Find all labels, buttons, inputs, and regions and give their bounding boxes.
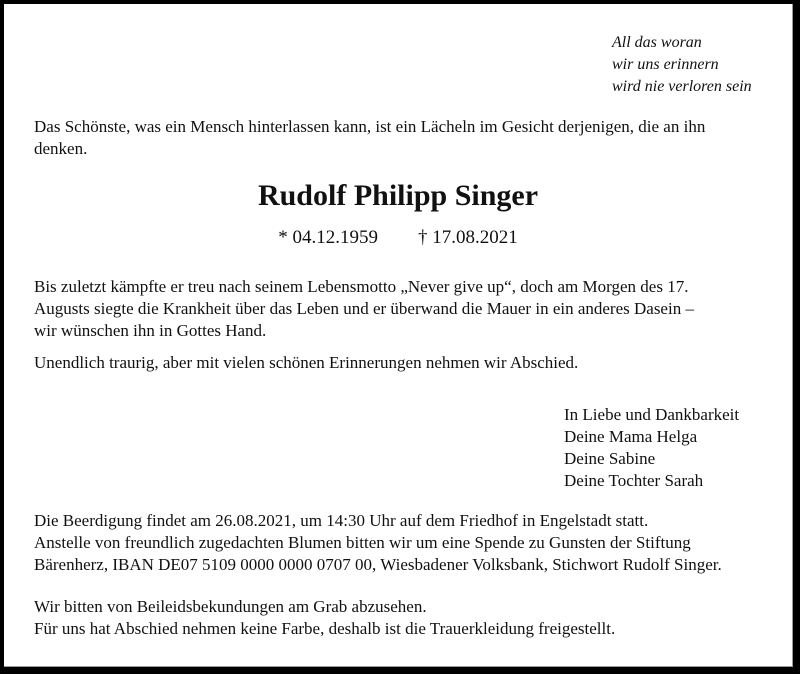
intro-quote [34, 116, 774, 160]
signature-line: Deine Sabine [564, 449, 656, 468]
funeral-line: Anstelle von freundlich zugedachten Blumen bitten wir um eine Spende zu Gunsten der Stiftung [34, 533, 691, 552]
farewell-statement [34, 352, 774, 374]
closing-line: Für uns hat Abschied nehmen keine Farbe, deshalb ist die Trauerkleidung freigestellt. [34, 619, 616, 638]
story-line: Augusts siegte die Krankheit über das Leben und er überwand die Mauer in ein anderes Dasein – [34, 299, 694, 318]
funeral-line: Die Beerdigung findet am 26.08.2021, um 14:30 Uhr auf dem Friedhof in Engelstadt statt. [34, 511, 649, 530]
motto-line: wird nie verloren sein [612, 78, 752, 95]
closing-notes [34, 596, 774, 640]
birth-date: * 04.12.1959 [278, 227, 378, 248]
motto-line: wir uns erinnern [612, 56, 719, 73]
intro-line: denken. [34, 139, 88, 158]
life-story [34, 276, 774, 342]
signature-block [564, 404, 739, 492]
funeral-line: Bärenherz, IBAN DE07 5109 0000 0000 0707 00, Wiesbadener Volksbank, Stichwort Rudolf Singer. [34, 555, 722, 574]
death-date: † 17.08.2021 [418, 227, 518, 248]
funeral-details [34, 510, 774, 576]
intro-line: Das Schönste, was ein Mensch hinterlassen kann, ist ein Lächeln im Gesicht derjenigen, die an ihn [34, 117, 706, 136]
story-line: wir wünschen ihn in Gottes Hand. [34, 321, 267, 340]
signature-line: In Liebe und Dankbarkeit [564, 405, 740, 424]
deceased-name: Rudolf Philipp Singer [257, 179, 539, 212]
obituary-notice [4, 4, 793, 667]
motto-verse [612, 32, 752, 98]
life-dates [4, 226, 792, 250]
farewell-line: Unendlich traurig, aber mit vielen schönen Erinnerungen nehmen wir Abschied. [34, 353, 579, 372]
motto-line: All das woran [612, 34, 702, 51]
signature-line: Deine Mama Helga [564, 427, 698, 446]
signature-line: Deine Tochter Sarah [564, 471, 704, 490]
story-line: Bis zuletzt kämpfte er treu nach seinem Lebensmotto „Never give up“, doch am Morgen des 17. [34, 277, 689, 296]
closing-line: Wir bitten von Beileidsbekundungen am Grab abzusehen. [34, 597, 427, 616]
